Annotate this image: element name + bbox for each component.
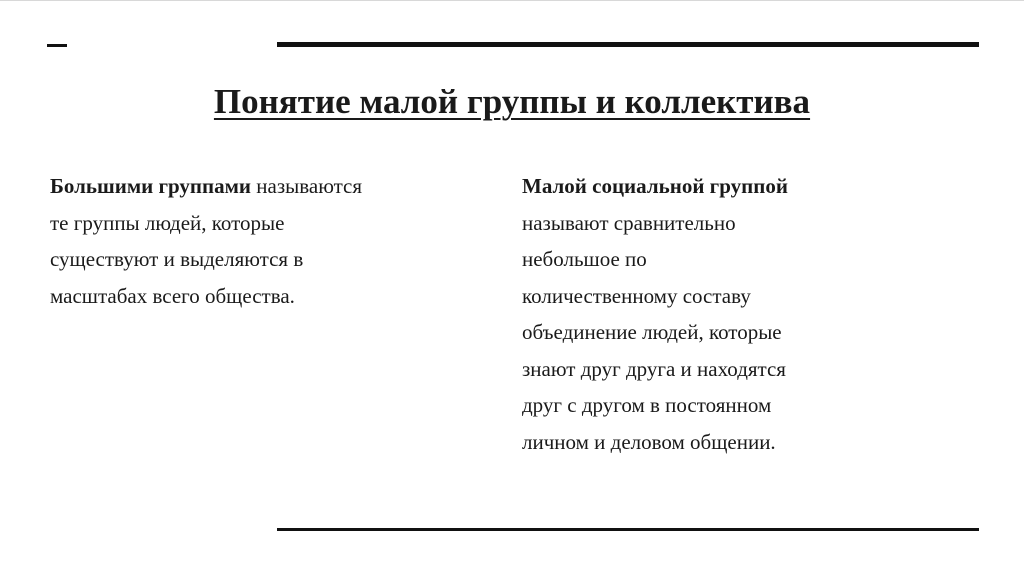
definition-line: называют сравнительно <box>522 210 736 235</box>
definition-line: те группы людей, которые <box>50 210 285 235</box>
slide-top-border <box>0 0 1024 1</box>
definition-line: количественному составу <box>522 283 751 308</box>
dash-mark <box>47 44 67 47</box>
definition-line: личном и деловом общении. <box>522 429 776 454</box>
top-horizontal-rule <box>277 42 979 47</box>
term-small-social-group: Малой социальной группой <box>522 174 788 198</box>
definition-line: объединение людей, которые <box>522 320 782 344</box>
definition-line <box>522 168 882 205</box>
definition-text: называются <box>251 174 363 198</box>
definition-line <box>50 168 450 205</box>
definition-line: друг с другом в постоянном <box>522 393 772 417</box>
definition-line: знают друг друга и находятся <box>522 356 786 381</box>
definition-line: небольшое по <box>522 247 647 271</box>
definition-line: существуют и выделяются в <box>50 247 304 271</box>
large-groups-definition <box>50 168 450 314</box>
small-group-definition <box>522 168 882 460</box>
slide-title: Понятие малой группы и коллектива <box>213 82 811 121</box>
definition-line: масштабах всего общества. <box>50 283 295 308</box>
bottom-horizontal-rule <box>277 528 979 531</box>
term-large-groups: Большими группами <box>50 174 252 198</box>
